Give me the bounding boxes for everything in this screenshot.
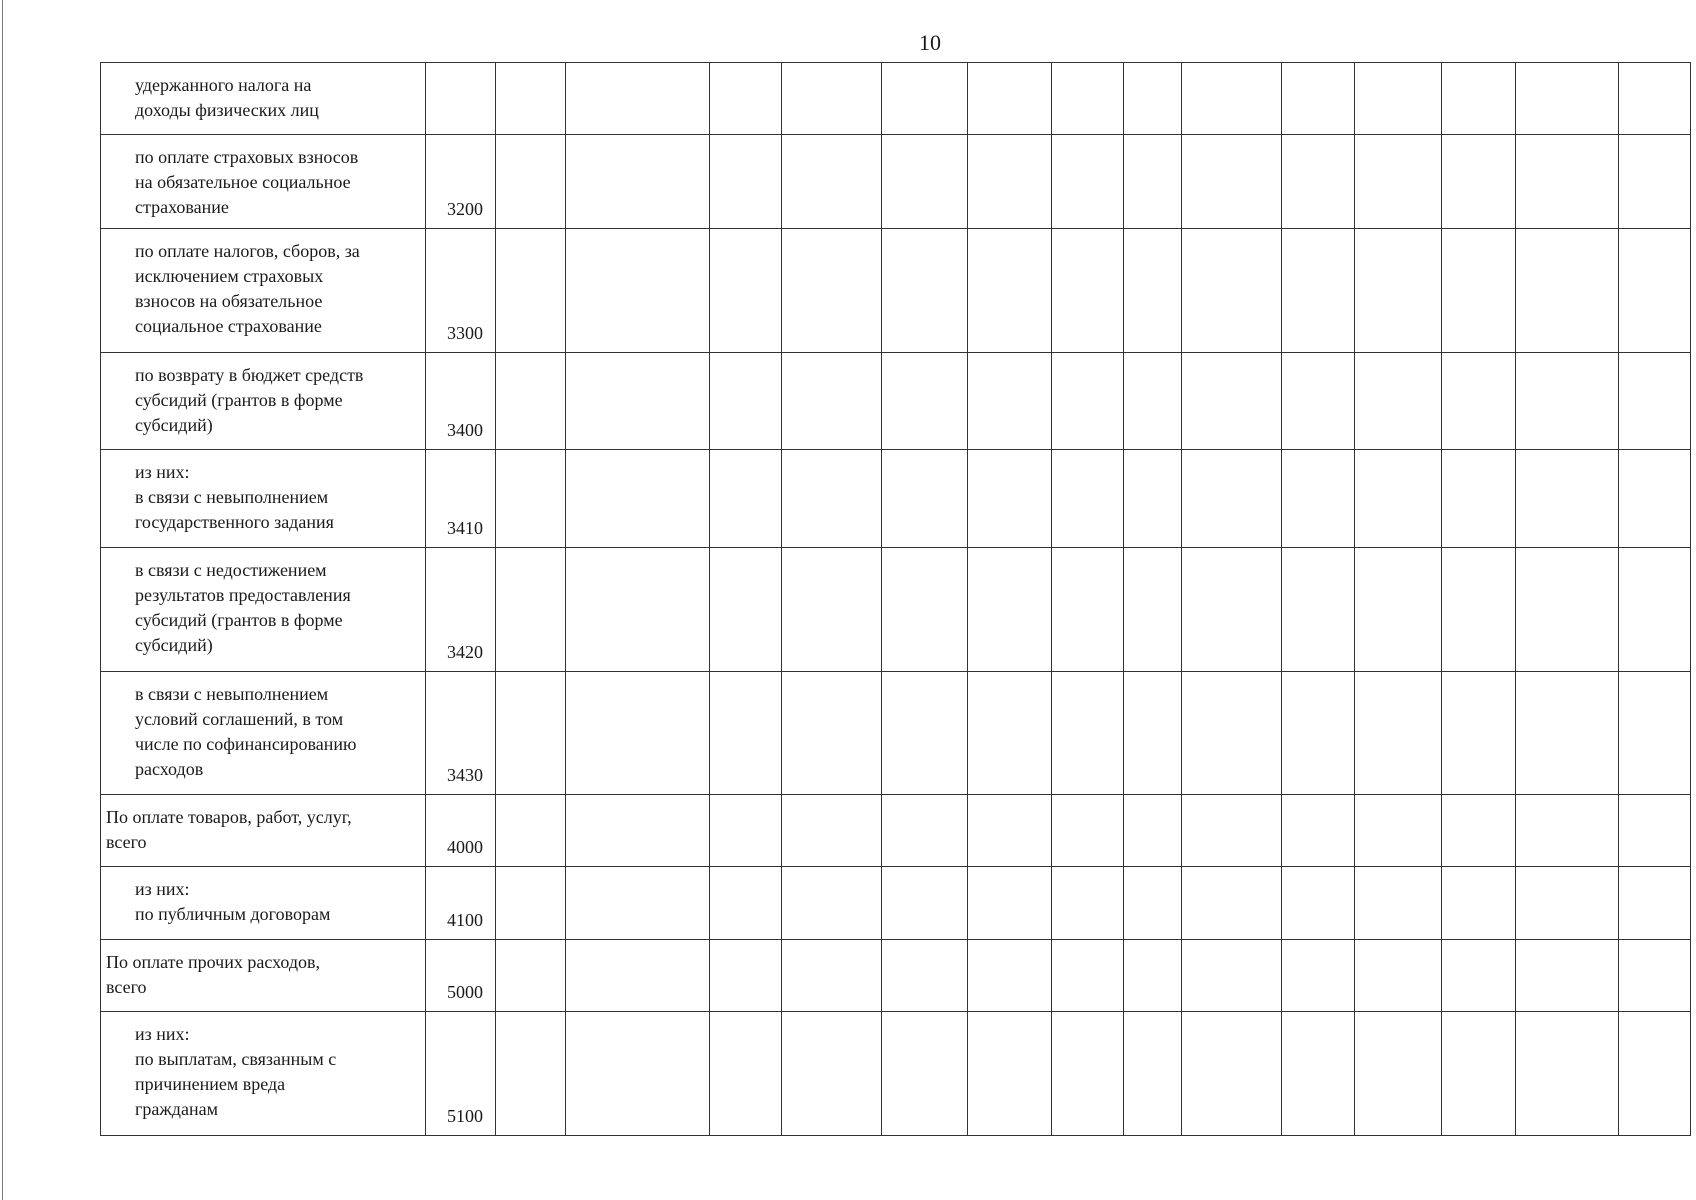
table-row [101, 672, 1691, 795]
value-cell [710, 867, 782, 940]
value-cell [1355, 795, 1442, 867]
row-label: удержанного налога на доходы физических лиц [101, 63, 426, 135]
report-table [100, 62, 1691, 1136]
value-cell [710, 548, 782, 672]
value-cell [496, 450, 566, 548]
row-label: по оплате налогов, сборов, за исключением страховых взносов на обязательное социальное страхование [101, 229, 426, 353]
row-code: 3400 [426, 353, 496, 450]
value-cell [968, 795, 1052, 867]
table-row [101, 795, 1691, 867]
value-cell [496, 1012, 566, 1136]
value-cell [968, 672, 1052, 795]
value-cell [882, 548, 968, 672]
value-cell [1516, 63, 1619, 135]
value-cell [1619, 672, 1691, 795]
value-cell [882, 450, 968, 548]
value-cell [1282, 795, 1355, 867]
value-cell [1182, 940, 1282, 1012]
value-cell [1619, 548, 1691, 672]
table-row [101, 135, 1691, 229]
value-cell [1619, 353, 1691, 450]
value-cell [566, 672, 710, 795]
row-label: по оплате страховых взносов на обязательное социальное страхование [101, 135, 426, 229]
value-cell [496, 940, 566, 1012]
row-label: в связи с невыполнением условий соглашений, в том числе по софинансированию расходов [101, 672, 426, 795]
value-cell [782, 450, 882, 548]
value-cell [1124, 450, 1182, 548]
value-cell [1124, 63, 1182, 135]
row-code: 3200 [426, 135, 496, 229]
value-cell [566, 1012, 710, 1136]
value-cell [1052, 1012, 1124, 1136]
value-cell [1182, 135, 1282, 229]
row-code: 3430 [426, 672, 496, 795]
value-cell [1182, 1012, 1282, 1136]
row-code: 3300 [426, 229, 496, 353]
value-cell [968, 940, 1052, 1012]
value-cell [882, 135, 968, 229]
value-cell [496, 229, 566, 353]
value-cell [496, 672, 566, 795]
value-cell [566, 940, 710, 1012]
value-cell [1442, 63, 1516, 135]
row-label: по возврату в бюджет средств субсидий (грантов в форме субсидий) [101, 353, 426, 450]
value-cell [1282, 353, 1355, 450]
value-cell [710, 353, 782, 450]
row-code: 3410 [426, 450, 496, 548]
row-label: в связи с недостижением результатов предоставления субсидий (грантов в форме субсидий) [101, 548, 426, 672]
value-cell [968, 229, 1052, 353]
value-cell [882, 1012, 968, 1136]
table-row [101, 867, 1691, 940]
value-cell [1516, 135, 1619, 229]
value-cell [1619, 450, 1691, 548]
value-cell [710, 450, 782, 548]
value-cell [566, 353, 710, 450]
value-cell [710, 672, 782, 795]
value-cell [1182, 672, 1282, 795]
row-code: 5100 [426, 1012, 496, 1136]
value-cell [882, 353, 968, 450]
value-cell [566, 135, 710, 229]
value-cell [710, 229, 782, 353]
value-cell [1124, 1012, 1182, 1136]
value-cell [782, 135, 882, 229]
value-cell [882, 229, 968, 353]
value-cell [1052, 795, 1124, 867]
value-cell [1052, 229, 1124, 353]
value-cell [968, 867, 1052, 940]
value-cell [1619, 135, 1691, 229]
value-cell [496, 63, 566, 135]
value-cell [1182, 795, 1282, 867]
value-cell [782, 940, 882, 1012]
value-cell [968, 353, 1052, 450]
value-cell [1052, 672, 1124, 795]
value-cell [496, 353, 566, 450]
value-cell [1516, 795, 1619, 867]
value-cell [882, 672, 968, 795]
value-cell [1182, 353, 1282, 450]
value-cell [1619, 63, 1691, 135]
value-cell [1516, 229, 1619, 353]
value-cell [1182, 450, 1282, 548]
value-cell [1355, 229, 1442, 353]
value-cell [1052, 135, 1124, 229]
value-cell [1442, 1012, 1516, 1136]
value-cell [1355, 940, 1442, 1012]
value-cell [782, 795, 882, 867]
row-code [426, 63, 496, 135]
value-cell [1052, 63, 1124, 135]
value-cell [1124, 867, 1182, 940]
value-cell [566, 867, 710, 940]
value-cell [710, 63, 782, 135]
value-cell [710, 795, 782, 867]
value-cell [1619, 1012, 1691, 1136]
value-cell [1516, 548, 1619, 672]
value-cell [1619, 229, 1691, 353]
value-cell [1182, 867, 1282, 940]
table-row [101, 450, 1691, 548]
value-cell [566, 795, 710, 867]
value-cell [1182, 63, 1282, 135]
value-cell [1282, 1012, 1355, 1136]
value-cell [968, 63, 1052, 135]
value-cell [782, 1012, 882, 1136]
value-cell [1124, 672, 1182, 795]
value-cell [1442, 450, 1516, 548]
value-cell [1355, 672, 1442, 795]
value-cell [1355, 135, 1442, 229]
value-cell [968, 548, 1052, 672]
value-cell [1516, 672, 1619, 795]
value-cell [1182, 548, 1282, 672]
value-cell [710, 1012, 782, 1136]
row-code: 4000 [426, 795, 496, 867]
value-cell [1442, 353, 1516, 450]
value-cell [566, 229, 710, 353]
value-cell [1052, 450, 1124, 548]
value-cell [1355, 867, 1442, 940]
value-cell [782, 672, 882, 795]
value-cell [496, 135, 566, 229]
value-cell [1282, 867, 1355, 940]
value-cell [1124, 229, 1182, 353]
table-row [101, 940, 1691, 1012]
value-cell [1516, 867, 1619, 940]
value-cell [1124, 940, 1182, 1012]
value-cell [1516, 450, 1619, 548]
value-cell [1124, 353, 1182, 450]
value-cell [1282, 672, 1355, 795]
value-cell [566, 548, 710, 672]
value-cell [1355, 450, 1442, 548]
row-label: По оплате прочих расходов, всего [101, 940, 426, 1012]
value-cell [782, 229, 882, 353]
table-row [101, 229, 1691, 353]
value-cell [1442, 548, 1516, 672]
value-cell [1442, 229, 1516, 353]
value-cell [1355, 1012, 1442, 1136]
row-label: из них: по публичным договорам [101, 867, 426, 940]
value-cell [1282, 450, 1355, 548]
scan-border [2, 0, 3, 1200]
value-cell [1282, 548, 1355, 672]
value-cell [1355, 63, 1442, 135]
value-cell [968, 1012, 1052, 1136]
value-cell [1516, 353, 1619, 450]
value-cell [782, 63, 882, 135]
value-cell [1124, 135, 1182, 229]
value-cell [1052, 353, 1124, 450]
value-cell [782, 353, 882, 450]
value-cell [1052, 940, 1124, 1012]
value-cell [1355, 353, 1442, 450]
row-code: 3420 [426, 548, 496, 672]
value-cell [1124, 548, 1182, 672]
value-cell [1442, 135, 1516, 229]
value-cell [566, 450, 710, 548]
value-cell [496, 548, 566, 672]
table-row [101, 548, 1691, 672]
value-cell [968, 135, 1052, 229]
value-cell [782, 867, 882, 940]
value-cell [1182, 229, 1282, 353]
value-cell [882, 940, 968, 1012]
value-cell [1619, 867, 1691, 940]
row-code: 5000 [426, 940, 496, 1012]
value-cell [882, 867, 968, 940]
value-cell [1282, 135, 1355, 229]
table-row [101, 1012, 1691, 1136]
value-cell [1282, 63, 1355, 135]
row-label: По оплате товаров, работ, услуг, всего [101, 795, 426, 867]
value-cell [566, 63, 710, 135]
value-cell [782, 548, 882, 672]
value-cell [1442, 672, 1516, 795]
value-cell [710, 940, 782, 1012]
value-cell [1516, 1012, 1619, 1136]
value-cell [1052, 867, 1124, 940]
value-cell [1282, 940, 1355, 1012]
row-code: 4100 [426, 867, 496, 940]
value-cell [1619, 940, 1691, 1012]
value-cell [1282, 229, 1355, 353]
value-cell [710, 135, 782, 229]
row-label: из них: по выплатам, связанным с причинением вреда гражданам [101, 1012, 426, 1136]
value-cell [1619, 795, 1691, 867]
table-row [101, 63, 1691, 135]
value-cell [1052, 548, 1124, 672]
value-cell [496, 867, 566, 940]
value-cell [1442, 795, 1516, 867]
row-label: из них: в связи с невыполнением государственного задания [101, 450, 426, 548]
value-cell [968, 450, 1052, 548]
table-row [101, 353, 1691, 450]
value-cell [1516, 940, 1619, 1012]
value-cell [882, 63, 968, 135]
value-cell [882, 795, 968, 867]
value-cell [1442, 940, 1516, 1012]
value-cell [1124, 795, 1182, 867]
value-cell [1355, 548, 1442, 672]
value-cell [496, 795, 566, 867]
page-number: 10 [919, 30, 941, 55]
value-cell [1442, 867, 1516, 940]
